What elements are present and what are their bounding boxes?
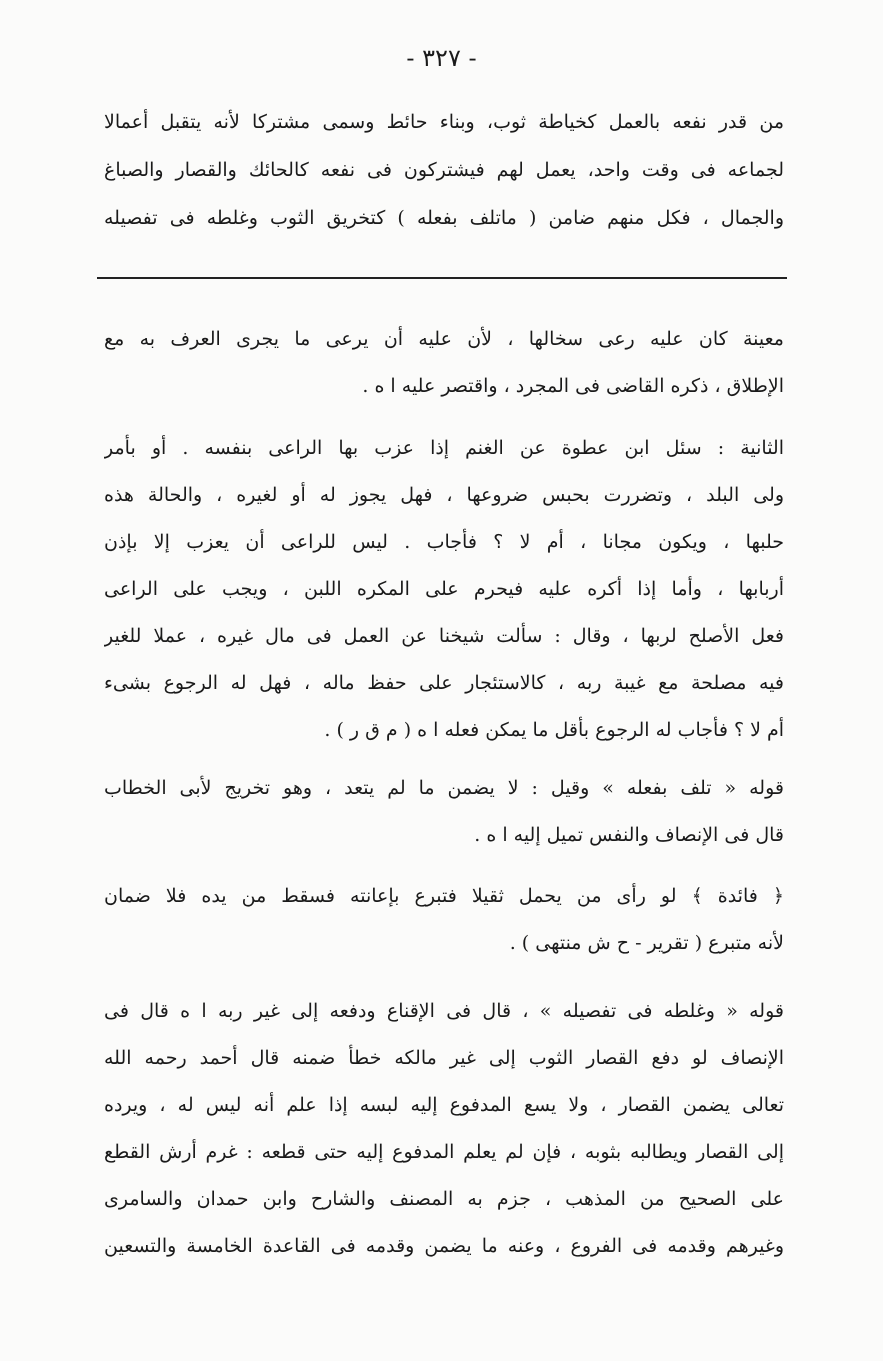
commentary-line: الإنصاف لو دفع القصار الثوب إلى غير مالكه خطأ ضمنه قال أحمد رحمه الله — [104, 1047, 784, 1069]
commentary-line: تعالى يضمن القصار ، ولا يسع المدفوع إليه لبسه إذا علم أنه ليس له ، ويرده — [104, 1094, 784, 1116]
commentary-line: فيه مصلحة مع غيبة ربه ، كالاستئجار على حفظ ماله ، فهل له الرجوع بشىء — [104, 672, 784, 694]
commentary-paragraph — [104, 988, 784, 1270]
main-text-line: لجماعه فى وقت واحد، يعمل لهم فيشتركون فى نفعه كالحائك والقصار والصباغ — [104, 159, 784, 181]
commentary-line: ﴿ فائدة ﴾ لو رأى من يحمل ثقيلا فتبرع بإعانته فسقط من يده فلا ضمان — [104, 885, 784, 907]
commentary-line: الثانية : سئل ابن عطوة عن الغنم إذا عزب بها الراعى بنفسه . أو بأمر — [104, 437, 784, 459]
commentary-line: ولى البلد ، وتضررت بحبس ضروعها ، فهل يجوز له أو لغيره ، والحالة هذه — [104, 484, 784, 506]
commentary-paragraph — [104, 765, 784, 859]
page-number: - ٣٢٧ - — [406, 44, 477, 72]
commentary-line: إلى القصار ويطالبه بثوبه ، فإن لم يعلم المدفوع إليه حتى قطعه : غرم أرش القطع — [104, 1141, 784, 1163]
main-text-line: من قدر نفعه بالعمل كخياطة ثوب، وبناء حائط وسمى مشتركا لأنه يتقبل أعمالا — [104, 111, 784, 133]
commentary-line: قال فى الإنصاف والنفس تميل إليه ا ه . — [474, 824, 784, 846]
commentary-line: الإطلاق ، ذكره القاضى فى المجرد ، واقتصر عليه ا ه . — [362, 375, 784, 397]
commentary-line: على الصحيح من المذهب ، جزم به المصنف والشارح وابن حمدان والسامرى — [104, 1188, 784, 1210]
commentary-line: وغيرهم وقدمه فى الفروع ، وعنه ما يضمن وقدمه فى القاعدة الخامسة والتسعين — [104, 1235, 784, 1257]
commentary-line: فعل الأصلح لربها ، وقال : سألت شيخنا عن العمل فى مال غيره ، عملا للغير — [104, 625, 784, 647]
commentary-line: معينة كان عليه رعى سخالها ، لأن عليه أن يرعى ما يجرى العرف به مع — [104, 328, 784, 350]
main-text-line: والجمال ، فكل منهم ضامن ( ماتلف بفعله ) كتخريق الثوب وغلطه فى تفصيله — [104, 207, 784, 229]
main-text — [104, 98, 784, 242]
commentary-line: أربابها ، وأما إذا أكره عليه فيحرم على المكره اللبن ، ويجب على الراعى — [104, 578, 784, 600]
commentary-line: قوله « تلف بفعله » وقيل : لا يضمن ما لم يتعد ، وهو تخريج لأبى الخطاب — [104, 777, 784, 799]
commentary-paragraph — [104, 425, 784, 754]
commentary-line: أم لا ؟ فأجاب له الرجوع بأقل ما يمكن فعله ا ه ( م ق ر ) . — [324, 719, 784, 741]
benefit-note — [104, 873, 784, 967]
commentary-line: قوله « وغلطه فى تفصيله » ، قال فى الإقناع ودفعه إلى غير ربه ا ه قال فى — [104, 1000, 784, 1022]
commentary-paragraph — [104, 316, 784, 410]
commentary-line: حلبها ، ويكون مجانا ، أم لا ؟ فأجاب . ليس للراعى أن يعزب إلا بإذن — [104, 531, 784, 553]
commentary-line: لأنه متبرع ( تقرير - ح ش منتهى ) . — [509, 932, 784, 954]
footnote-divider — [97, 277, 787, 279]
